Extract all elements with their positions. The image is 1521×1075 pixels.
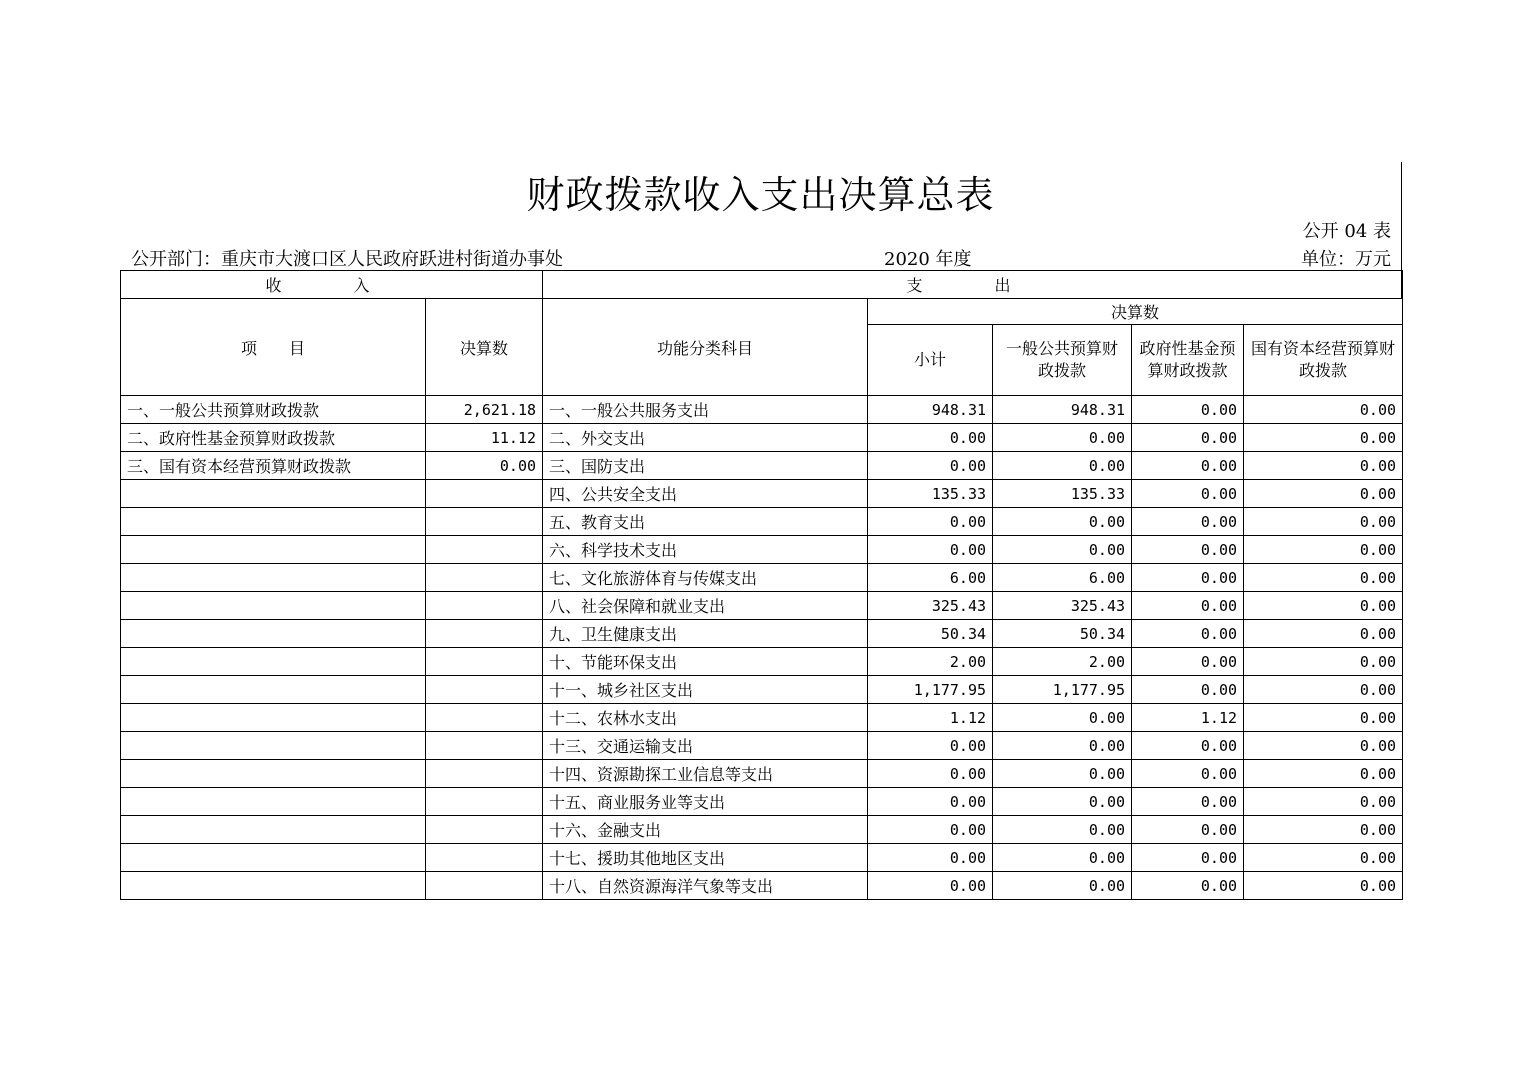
income-amount-cell	[426, 704, 543, 732]
gov-fund-cell: 0.00	[1132, 564, 1244, 592]
subtotal-cell: 0.00	[868, 872, 993, 900]
table-row	[121, 732, 1403, 760]
income-item-cell	[121, 816, 426, 844]
income-item-cell	[121, 732, 426, 760]
state-capital-cell: 0.00	[1244, 592, 1403, 620]
state-capital-cell: 0.00	[1244, 704, 1403, 732]
income-item-cell	[121, 844, 426, 872]
state-capital-cell: 0.00	[1244, 564, 1403, 592]
income-amount-cell	[426, 816, 543, 844]
expense-category-cell: 十五、商业服务业等支出	[543, 788, 868, 816]
subtotal-cell: 948.31	[868, 396, 993, 424]
gov-fund-cell: 0.00	[1132, 844, 1244, 872]
income-amount-cell	[426, 592, 543, 620]
expense-category-cell: 五、教育支出	[543, 508, 868, 536]
expense-category-cell: 十八、自然资源海洋气象等支出	[543, 872, 868, 900]
state-capital-cell: 0.00	[1244, 788, 1403, 816]
state-capital-cell: 0.00	[1244, 676, 1403, 704]
state-capital-cell: 0.00	[1244, 620, 1403, 648]
expense-category-cell: 十四、资源勘探工业信息等支出	[543, 760, 868, 788]
income-item-cell	[121, 872, 426, 900]
expense-category-cell: 六、科学技术支出	[543, 536, 868, 564]
gov-fund-cell: 0.00	[1132, 676, 1244, 704]
general-budget-cell: 0.00	[993, 732, 1132, 760]
table-row	[121, 872, 1403, 900]
expense-category-cell: 十三、交通运输支出	[543, 732, 868, 760]
table-row	[121, 452, 1403, 480]
table-row	[121, 424, 1403, 452]
table-row	[121, 536, 1403, 564]
gov-fund-cell: 0.00	[1132, 760, 1244, 788]
gov-fund-cell: 0.00	[1132, 592, 1244, 620]
income-item-cell: 一、一般公共预算财政拨款	[121, 396, 426, 424]
general-budget-header: 一般公共预算财政拨款	[993, 325, 1132, 396]
state-capital-cell: 0.00	[1244, 844, 1403, 872]
general-budget-cell: 0.00	[993, 872, 1132, 900]
income-amount-cell	[426, 648, 543, 676]
gov-fund-cell: 0.00	[1132, 536, 1244, 564]
income-amount-cell	[426, 480, 543, 508]
subtotal-cell: 0.00	[868, 424, 993, 452]
income-item-cell	[121, 788, 426, 816]
income-item-cell: 三、国有资本经营预算财政拨款	[121, 452, 426, 480]
general-budget-cell: 0.00	[993, 424, 1132, 452]
income-amount-cell	[426, 760, 543, 788]
subtotal-cell: 0.00	[868, 760, 993, 788]
table-row	[121, 760, 1403, 788]
table-row	[121, 620, 1403, 648]
income-amount-header: 决算数	[426, 299, 543, 396]
expense-category-cell: 七、文化旅游体育与传媒支出	[543, 564, 868, 592]
subtotal-cell: 6.00	[868, 564, 993, 592]
item-header: 项 目	[121, 299, 426, 396]
state-capital-cell: 0.00	[1244, 816, 1403, 844]
general-budget-cell: 6.00	[993, 564, 1132, 592]
income-item-cell	[121, 508, 426, 536]
state-capital-cell: 0.00	[1244, 424, 1403, 452]
final-amount-header: 决算数	[868, 299, 1403, 325]
subtotal-cell: 1.12	[868, 704, 993, 732]
subtotal-cell: 135.33	[868, 480, 993, 508]
income-amount-cell	[426, 676, 543, 704]
table-row	[121, 676, 1403, 704]
gov-fund-cell: 1.12	[1132, 704, 1244, 732]
table-row	[121, 648, 1403, 676]
general-budget-cell: 0.00	[993, 788, 1132, 816]
table-row	[121, 788, 1403, 816]
subtotal-cell: 0.00	[868, 452, 993, 480]
income-header: 收 入	[121, 271, 543, 299]
gov-fund-cell: 0.00	[1132, 480, 1244, 508]
general-budget-cell: 50.34	[993, 620, 1132, 648]
state-capital-cell: 0.00	[1244, 480, 1403, 508]
function-category-header: 功能分类科目	[543, 299, 868, 396]
general-budget-cell: 948.31	[993, 396, 1132, 424]
table-row	[121, 592, 1403, 620]
gov-fund-cell: 0.00	[1132, 396, 1244, 424]
general-budget-cell: 0.00	[993, 844, 1132, 872]
subtotal-cell: 0.00	[868, 844, 993, 872]
general-budget-cell: 0.00	[993, 536, 1132, 564]
general-budget-cell: 0.00	[993, 760, 1132, 788]
table-row	[121, 508, 1403, 536]
gov-fund-cell: 0.00	[1132, 508, 1244, 536]
general-budget-cell: 135.33	[993, 480, 1132, 508]
subtotal-cell: 0.00	[868, 536, 993, 564]
gov-fund-cell: 0.00	[1132, 732, 1244, 760]
expense-category-cell: 十一、城乡社区支出	[543, 676, 868, 704]
gov-fund-cell: 0.00	[1132, 872, 1244, 900]
page-title: 财政拨款收入支出决算总表	[526, 173, 995, 217]
table-row	[121, 480, 1403, 508]
subtotal-cell: 0.00	[868, 788, 993, 816]
income-amount-cell: 0.00	[426, 452, 543, 480]
expense-category-cell: 一、一般公共服务支出	[543, 396, 868, 424]
gov-fund-cell: 0.00	[1132, 648, 1244, 676]
income-amount-cell: 2,621.18	[426, 396, 543, 424]
state-capital-cell: 0.00	[1244, 648, 1403, 676]
state-capital-cell: 0.00	[1244, 732, 1403, 760]
income-item-cell	[121, 592, 426, 620]
income-item-cell	[121, 536, 426, 564]
table-body	[121, 396, 1403, 900]
expense-category-cell: 十七、援助其他地区支出	[543, 844, 868, 872]
income-amount-cell	[426, 872, 543, 900]
subtotal-cell: 50.34	[868, 620, 993, 648]
table-row	[121, 816, 1403, 844]
table-row	[121, 396, 1403, 424]
income-amount-cell	[426, 564, 543, 592]
subtotal-cell: 325.43	[868, 592, 993, 620]
income-amount-cell	[426, 844, 543, 872]
state-capital-cell: 0.00	[1244, 872, 1403, 900]
unit-label: 单位：万元	[1301, 249, 1391, 270]
subtotal-cell: 0.00	[868, 816, 993, 844]
table-row	[121, 844, 1403, 872]
income-item-cell	[121, 480, 426, 508]
income-item-cell	[121, 620, 426, 648]
general-budget-cell: 0.00	[993, 704, 1132, 732]
general-budget-cell: 0.00	[993, 508, 1132, 536]
table-row	[121, 704, 1403, 732]
state-capital-cell: 0.00	[1244, 396, 1403, 424]
general-budget-cell: 0.00	[993, 452, 1132, 480]
general-budget-cell: 325.43	[993, 592, 1132, 620]
department-label: 公开部门：重庆市大渡口区人民政府跃进村街道办事处	[131, 249, 563, 270]
subtotal-cell: 0.00	[868, 732, 993, 760]
expense-header: 支 出	[543, 271, 1403, 299]
income-amount-cell: 11.12	[426, 424, 543, 452]
expense-category-cell: 十六、金融支出	[543, 816, 868, 844]
income-item-cell	[121, 704, 426, 732]
state-capital-cell: 0.00	[1244, 760, 1403, 788]
general-budget-cell: 2.00	[993, 648, 1132, 676]
expense-category-cell: 十二、农林水支出	[543, 704, 868, 732]
fiscal-summary-table	[120, 270, 1403, 900]
gov-fund-cell: 0.00	[1132, 620, 1244, 648]
income-item-cell	[121, 564, 426, 592]
income-item-cell	[121, 760, 426, 788]
subtotal-cell: 0.00	[868, 508, 993, 536]
income-amount-cell	[426, 536, 543, 564]
income-item-cell	[121, 648, 426, 676]
expense-category-cell: 三、国防支出	[543, 452, 868, 480]
gov-fund-cell: 0.00	[1132, 816, 1244, 844]
expense-category-cell: 十、节能环保支出	[543, 648, 868, 676]
gov-fund-cell: 0.00	[1132, 424, 1244, 452]
fiscal-year: 2020 年度	[884, 249, 972, 270]
gov-fund-header: 政府性基金预算财政拨款	[1132, 325, 1244, 396]
subtotal-header: 小计	[868, 325, 993, 396]
expense-category-cell: 四、公共安全支出	[543, 480, 868, 508]
income-amount-cell	[426, 508, 543, 536]
expense-category-cell: 八、社会保障和就业支出	[543, 592, 868, 620]
income-amount-cell	[426, 788, 543, 816]
general-budget-cell: 0.00	[993, 816, 1132, 844]
expense-category-cell: 二、外交支出	[543, 424, 868, 452]
income-item-cell: 二、政府性基金预算财政拨款	[121, 424, 426, 452]
state-capital-header: 国有资本经营预算财政拨款	[1244, 325, 1403, 396]
expense-category-cell: 九、卫生健康支出	[543, 620, 868, 648]
gov-fund-cell: 0.00	[1132, 788, 1244, 816]
income-item-cell	[121, 676, 426, 704]
subtotal-cell: 2.00	[868, 648, 993, 676]
state-capital-cell: 0.00	[1244, 452, 1403, 480]
form-number: 公开 04 表	[1302, 221, 1391, 242]
state-capital-cell: 0.00	[1244, 508, 1403, 536]
income-amount-cell	[426, 620, 543, 648]
general-budget-cell: 1,177.95	[993, 676, 1132, 704]
gov-fund-cell: 0.00	[1132, 452, 1244, 480]
subtotal-cell: 1,177.95	[868, 676, 993, 704]
income-amount-cell	[426, 732, 543, 760]
table-row	[121, 564, 1403, 592]
state-capital-cell: 0.00	[1244, 536, 1403, 564]
